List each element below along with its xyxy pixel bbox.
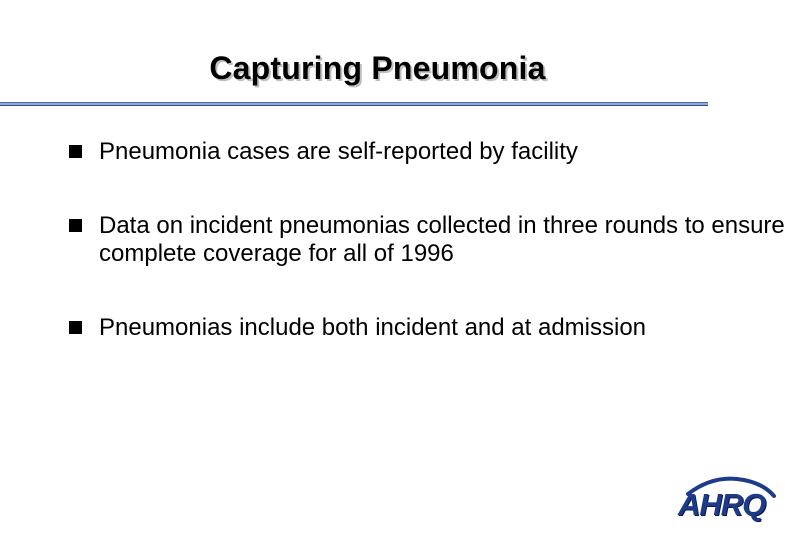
bullet-item [65, 212, 785, 268]
bullet-list [65, 138, 785, 342]
ahrq-logo [674, 472, 786, 522]
square-bullet-icon [69, 145, 82, 158]
logo-wordmark: AHRQ [678, 487, 766, 522]
square-bullet-icon [69, 219, 82, 232]
title-underline-rule [0, 102, 708, 106]
bullet-text: Data on incident pneumonias collected in three rounds to ensure complete coverage for all of 1996 [99, 212, 785, 267]
bullet-item [65, 138, 785, 166]
bullet-text: Pneumonia cases are self-reported by facility [99, 138, 578, 165]
square-bullet-icon [69, 321, 82, 334]
bullet-item [65, 314, 785, 342]
bullet-text: Pneumonias include both incident and at admission [99, 314, 647, 341]
slide-title: Capturing Pneumonia [209, 50, 546, 86]
